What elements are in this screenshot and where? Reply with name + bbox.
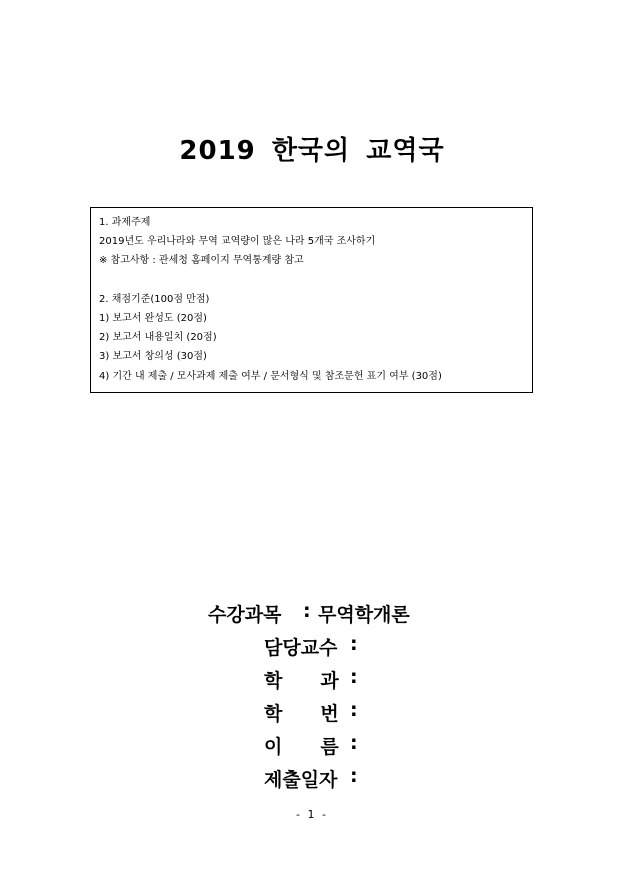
section2-heading: 2. 채점기준(100점 만점) — [99, 293, 210, 305]
criteria-item: 2) 보고서 내용일치 (20점) — [99, 332, 217, 344]
section1-note: ※ 참고사항 : 관세청 홈페이지 무역통계량 참고 — [99, 255, 304, 267]
name-row — [0, 732, 624, 766]
course-label: 수강과목 — [208, 604, 282, 626]
criteria-item: 4) 기간 내 제출 / 모사과제 제출 여부 / 문서형식 및 참조문헌 표기 여부 (30점) — [99, 370, 442, 382]
criteria-item: 1) 보고서 완성도 (20점) — [99, 312, 207, 324]
department-label: 학 과 — [264, 670, 339, 692]
criteria-item: 3) 보고서 창의성 (30점) — [99, 351, 207, 363]
submit-date-label: 제출일자 — [264, 769, 338, 791]
student-id-row — [0, 699, 624, 733]
section-spacer — [99, 271, 532, 290]
section1-topic: 2019년도 우리나라와 무역 교역량이 많은 나라 5개국 조사하기 — [99, 236, 376, 248]
professor-label: 담당교수 — [264, 637, 338, 659]
page-number: - 1 - — [296, 808, 328, 821]
professor-colon: : — [350, 633, 358, 655]
professor-row — [0, 633, 624, 667]
student-id-colon: : — [350, 699, 358, 721]
course-row — [0, 600, 624, 634]
course-value: 무역학개론 — [318, 604, 410, 626]
name-label: 이 름 — [264, 736, 339, 758]
student-id-label: 학 번 — [264, 703, 339, 725]
department-row — [0, 666, 624, 700]
section1-heading: 1. 과제주제 — [99, 217, 151, 228]
submit-date-row — [0, 765, 624, 799]
department-colon: : — [350, 666, 358, 688]
course-colon: : — [303, 600, 311, 622]
submit-date-colon: : — [350, 765, 358, 787]
assignment-box — [90, 207, 533, 393]
name-colon: : — [350, 732, 358, 754]
document-title: 2019 한국의 교역국 — [179, 136, 445, 166]
